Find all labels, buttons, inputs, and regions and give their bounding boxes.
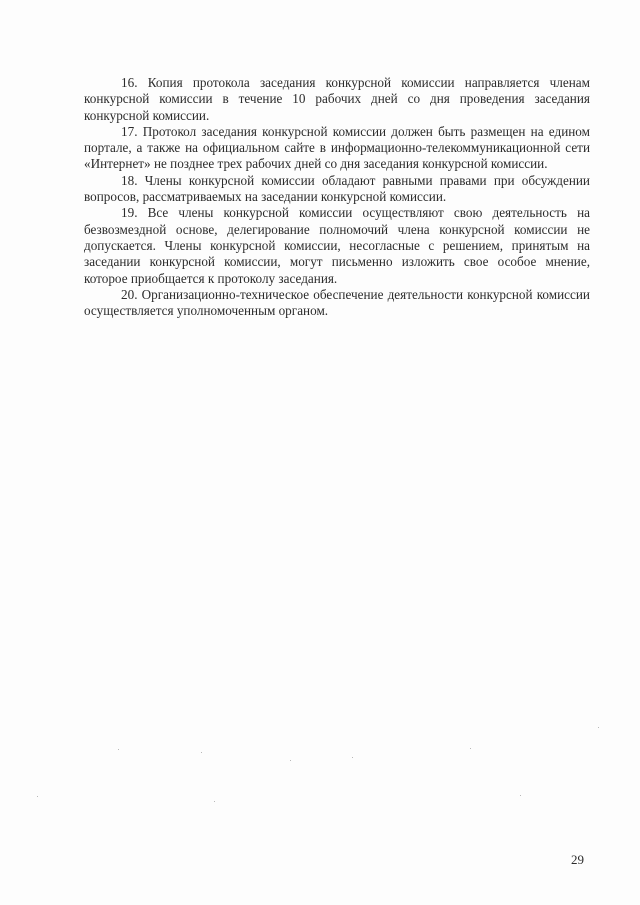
paragraph-17: 17. Протокол заседания конкурсной комиссии должен быть размещен на едином портале, а также на официальном сайте в информационно-телекоммуникационной сети «Интернет» не позднее трех рабочих дней со дня заседания конкурсной комиссии. — [84, 123, 590, 172]
paragraph-18: 18. Члены конкурсной комиссии обладают равными правами при обсуждении вопросов, рассматриваемых на заседании конкурсной комиссии. — [84, 172, 590, 205]
document-body — [84, 75, 590, 319]
paragraph-20: 20. Организационно-техническое обеспечение деятельности конкурсной комиссии осуществляется уполномоченным органом. — [84, 286, 590, 319]
scan-speck — [290, 760, 291, 761]
scan-speck — [37, 796, 38, 797]
scan-speck — [214, 801, 215, 802]
scan-speck — [352, 757, 353, 758]
scan-speck — [520, 795, 521, 796]
paragraph-19: 19. Все члены конкурсной комиссии осуществляют свою деятельность на безвозмездной основе, делегирование полномочий члена конкурсной комиссии не допускается. Члены конкурсной комиссии, несогласные с решением, принятым на заседании конкурсной комиссии, могут письменно изложить свое особое мнение, которое приобщается к протоколу заседания. — [84, 205, 590, 286]
paragraph-16: 16. Копия протокола заседания конкурсной комиссии направляется членам конкурсной комиссии в течение 10 рабочих дней со дня проведения заседания конкурсной комиссии. — [84, 75, 590, 123]
scan-speck — [118, 749, 119, 750]
scan-speck — [201, 752, 202, 753]
page-number: 29 — [571, 852, 584, 867]
scan-speck — [470, 748, 471, 749]
scan-speck — [598, 727, 599, 728]
